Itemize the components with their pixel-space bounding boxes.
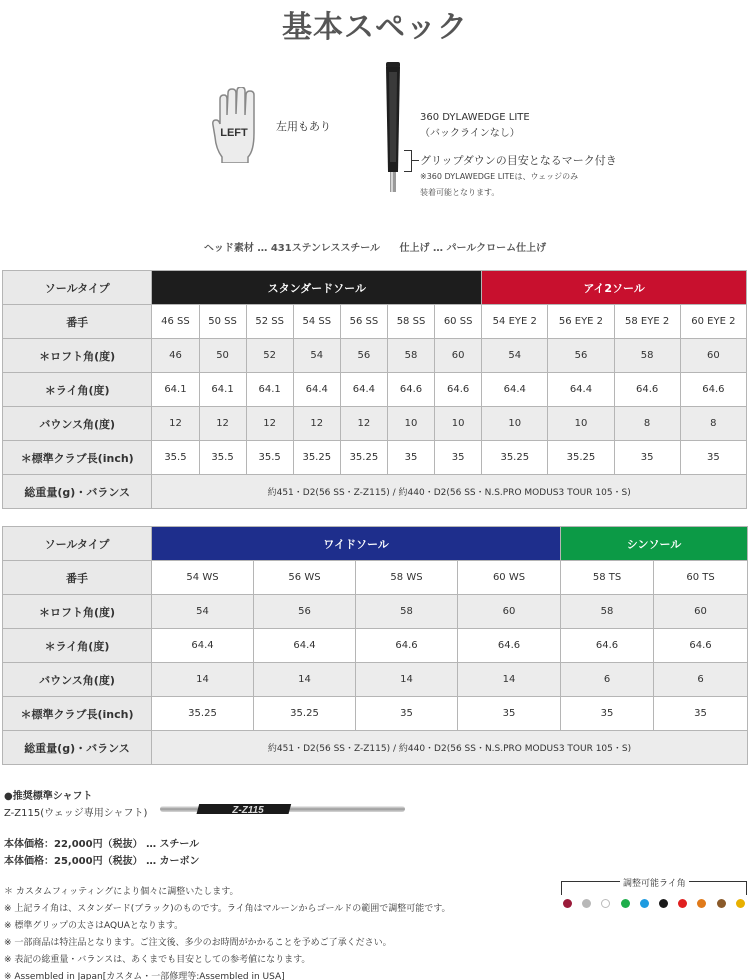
grip-image: [383, 62, 407, 192]
weight-row: [3, 731, 748, 765]
grip-compat-note: [420, 169, 630, 201]
length-cell: 35: [356, 697, 458, 731]
model-cell: 60 SS: [435, 305, 482, 339]
grip-mark-pointer: [412, 160, 419, 161]
row-label: ＊ロフト角(度): [3, 595, 152, 629]
i2-sole-header: アイ2ソール: [482, 271, 747, 305]
lie-cell: 64.6: [654, 629, 748, 663]
lie-cell: 64.1: [152, 373, 199, 407]
loft-cell: 58: [387, 339, 434, 373]
bounce-cell: 12: [199, 407, 246, 441]
model-cell: 56 SS: [340, 305, 387, 339]
note-line: ※ 表記の総重量・バランスは、あくまでも目安としての参考値になります。: [4, 955, 311, 965]
lie-cell: 64.6: [387, 373, 434, 407]
weight-cell: 約451・D2(56 SS・Z-Z115) / 約440・D2(56 SS・N.S.PRO MODUS3 TOUR 105・S): [152, 731, 748, 765]
lie-color-dot: [621, 899, 630, 908]
left-glove-icon: [212, 87, 260, 163]
length-cell: 35.5: [246, 441, 293, 475]
spec-table-wide-thin: [2, 526, 748, 765]
bounce-cell: 8: [680, 407, 746, 441]
page-title: 基本スペック: [282, 10, 468, 45]
grip-mark-bracket: [404, 150, 412, 172]
bounce-cell: 10: [435, 407, 482, 441]
loft-cell: 60: [435, 339, 482, 373]
bounce-row: [3, 407, 747, 441]
row-label: ＊ライ角(度): [3, 373, 152, 407]
model-cell: 60 WS: [458, 561, 561, 595]
model-cell: 54 WS: [152, 561, 254, 595]
loft-row: [3, 595, 748, 629]
grip-subtitle: （バックラインなし）: [420, 128, 520, 139]
model-cell: 60 TS: [654, 561, 748, 595]
lie-cell: 64.6: [435, 373, 482, 407]
model-cell: 60 EYE 2: [680, 305, 746, 339]
shaft-logo: Z-Z115: [232, 805, 264, 816]
sole-type-label: ソールタイプ: [3, 271, 152, 305]
length-cell: 35.25: [152, 697, 254, 731]
bounce-cell: 14: [356, 663, 458, 697]
length-cell: 35: [435, 441, 482, 475]
model-cell: 52 SS: [246, 305, 293, 339]
lie-cell: 64.1: [246, 373, 293, 407]
lie-row: [3, 373, 747, 407]
lie-color-dot: [640, 899, 649, 908]
model-cell: 58 EYE 2: [614, 305, 680, 339]
sole-type-label: ソールタイプ: [3, 527, 152, 561]
loft-cell: 54: [482, 339, 548, 373]
shaft-name: Z-Z115(ウェッジ専用シャフト): [4, 808, 148, 819]
model-cell: 54 EYE 2: [482, 305, 548, 339]
lie-cell: 64.1: [199, 373, 246, 407]
shaft-heading: ●推奨標準シャフト: [4, 791, 93, 802]
lie-color-dot: [717, 899, 726, 908]
row-label: 総重量(g)・バランス: [3, 475, 152, 509]
model-cell: 58 SS: [387, 305, 434, 339]
row-label: ＊標準クラブ長(inch): [3, 697, 152, 731]
bounce-cell: 14: [254, 663, 356, 697]
bounce-cell: 8: [614, 407, 680, 441]
length-cell: 35.25: [254, 697, 356, 731]
lie-cell: 64.4: [254, 629, 356, 663]
loft-cell: 58: [614, 339, 680, 373]
note-line: ※ 上記ライ角は、スタンダード(ブラック)のものです。ライ角はマルーンからゴールドの範囲で調整可能です。: [4, 904, 451, 914]
bounce-cell: 12: [293, 407, 340, 441]
length-cell: 35: [680, 441, 746, 475]
model-cell: 50 SS: [199, 305, 246, 339]
bounce-cell: 10: [482, 407, 548, 441]
length-cell: 35: [458, 697, 561, 731]
loft-cell: 60: [458, 595, 561, 629]
grip-name-block: [420, 110, 530, 142]
length-cell: 35: [387, 441, 434, 475]
model-cell: 54 SS: [293, 305, 340, 339]
row-label: 総重量(g)・バランス: [3, 731, 152, 765]
row-label: ＊標準クラブ長(inch): [3, 441, 152, 475]
loft-cell: 54: [293, 339, 340, 373]
grip-mark-note: グリップダウンの目安となるマーク付き: [420, 154, 617, 167]
loft-cell: 56: [254, 595, 356, 629]
row-label: ＊ライ角(度): [3, 629, 152, 663]
notes: [4, 884, 451, 980]
bounce-cell: 14: [458, 663, 561, 697]
bounce-cell: 14: [152, 663, 254, 697]
price-steel: 本体価格：22,000円（税抜） … スチール: [4, 839, 200, 850]
number-row: [3, 305, 747, 339]
number-row: [3, 561, 748, 595]
loft-cell: 46: [152, 339, 199, 373]
model-cell: 46 SS: [152, 305, 199, 339]
length-cell: 35.25: [293, 441, 340, 475]
lie-color-dot: [659, 899, 668, 908]
loft-cell: 56: [340, 339, 387, 373]
loft-cell: 52: [246, 339, 293, 373]
lie-color-dot: [736, 899, 745, 908]
grip-name: 360 DYLAWEDGE LITE: [420, 112, 530, 123]
weight-cell: 約451・D2(56 SS・Z-Z115) / 約440・D2(56 SS・N.S.PRO MODUS3 TOUR 105・S): [152, 475, 747, 509]
left-hand-note: 左用もあり: [276, 120, 331, 133]
loft-cell: 60: [654, 595, 748, 629]
price-carbon: 本体価格：25,000円（税抜） … カーボン: [4, 856, 200, 867]
loft-cell: 58: [356, 595, 458, 629]
length-cell: 35: [654, 697, 748, 731]
lie-color-dot: [697, 899, 706, 908]
model-cell: 56 EYE 2: [548, 305, 614, 339]
row-label: 番手: [3, 305, 152, 339]
loft-cell: 56: [548, 339, 614, 373]
bounce-cell: 6: [654, 663, 748, 697]
finish: 仕上げ … パールクローム仕上げ: [399, 243, 547, 254]
model-cell: 56 WS: [254, 561, 356, 595]
lie-color-dot: [678, 899, 687, 908]
note-line: ※ Assembled in Japan[カスタム・一部修理等:Assembled in USA]: [4, 972, 285, 980]
loft-cell: 60: [680, 339, 746, 373]
row-label: バウンス角(度): [3, 407, 152, 441]
lie-cell: 64.6: [458, 629, 561, 663]
shaft-image: [160, 801, 405, 817]
lie-color-dots: [563, 899, 750, 908]
lie-row: [3, 629, 748, 663]
lie-cell: 64.6: [561, 629, 654, 663]
loft-cell: 54: [152, 595, 254, 629]
weight-row: [3, 475, 747, 509]
material-line: [0, 239, 750, 254]
grip-note-line2: 装着可能となります。: [420, 188, 500, 197]
bounce-cell: 10: [548, 407, 614, 441]
note-line: ※ 標準グリップの太さはAQUAとなります。: [4, 921, 184, 931]
note-line: ※ 一部商品は特注品となります。ご注文後、多少のお時間がかかることを予めご了承ください。: [4, 938, 392, 948]
bounce-cell: 6: [561, 663, 654, 697]
lie-cell: 64.6: [356, 629, 458, 663]
length-cell: 35.25: [340, 441, 387, 475]
length-cell: 35.5: [199, 441, 246, 475]
bounce-cell: 12: [340, 407, 387, 441]
lie-cell: 64.4: [340, 373, 387, 407]
loft-row: [3, 339, 747, 373]
row-label: ＊ロフト角(度): [3, 339, 152, 373]
length-cell: 35.25: [482, 441, 548, 475]
lie-cell: 64.4: [293, 373, 340, 407]
length-row: [3, 697, 748, 731]
grip-note-line1: ※360 DYLAWEDGE LITEは、ウェッジのみ: [420, 172, 579, 181]
length-cell: 35.5: [152, 441, 199, 475]
length-cell: 35.25: [548, 441, 614, 475]
model-cell: 58 TS: [561, 561, 654, 595]
thin-sole-header: シンソール: [561, 527, 748, 561]
head-material: ヘッド素材 … 431ステンレススチール: [203, 243, 381, 254]
bounce-row: [3, 663, 748, 697]
loft-cell: 50: [199, 339, 246, 373]
lie-cell: 64.6: [614, 373, 680, 407]
standard-sole-header: スタンダードソール: [152, 271, 482, 305]
wide-sole-header: ワイドソール: [152, 527, 561, 561]
note-line: ＊ カスタムフィッティングにより個々に調整いたします。: [4, 887, 239, 897]
bounce-cell: 12: [152, 407, 199, 441]
lie-cell: 64.6: [680, 373, 746, 407]
spec-table-standard: [2, 270, 747, 509]
lie-cell: 64.4: [152, 629, 254, 663]
model-cell: 58 WS: [356, 561, 458, 595]
lie-color-dot: [563, 899, 572, 908]
row-label: 番手: [3, 561, 152, 595]
bounce-cell: 10: [387, 407, 434, 441]
glove-label: LEFT: [220, 127, 248, 139]
lie-color-dot: [601, 899, 610, 908]
bounce-cell: 12: [246, 407, 293, 441]
lie-cell: 64.4: [548, 373, 614, 407]
row-label: バウンス角(度): [3, 663, 152, 697]
lie-color-dot: [582, 899, 591, 908]
length-cell: 35: [614, 441, 680, 475]
length-cell: 35: [561, 697, 654, 731]
lie-cell: 64.4: [482, 373, 548, 407]
lie-color-title: 調整可能ライ角: [620, 876, 689, 889]
loft-cell: 58: [561, 595, 654, 629]
length-row: [3, 441, 747, 475]
